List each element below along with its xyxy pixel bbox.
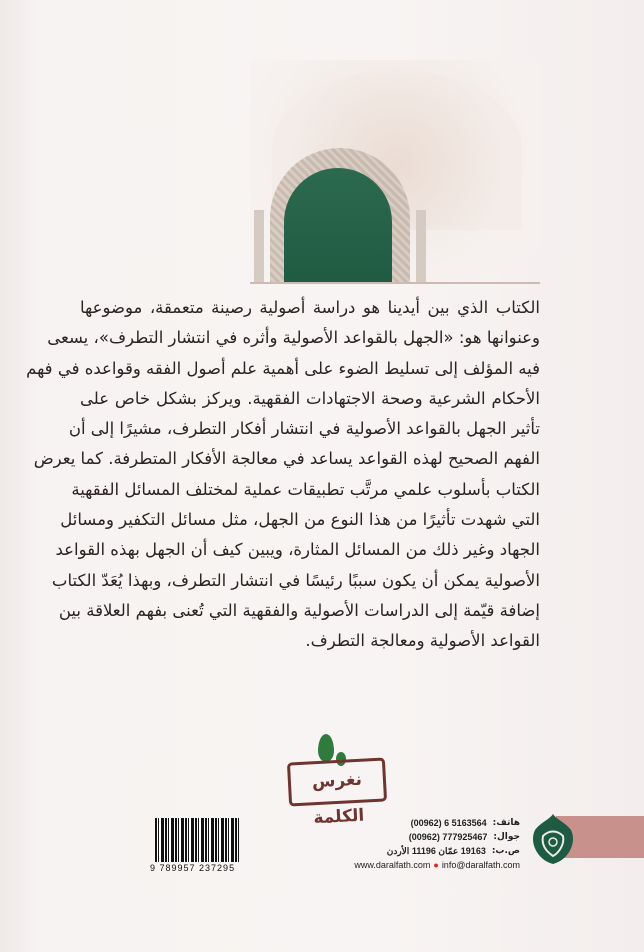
description-line: وعنوانها هو: «الجهل بالقواعد الأصولية وأثره في انتشار التطرف»، يسعى	[47, 328, 540, 348]
description-line: التي شهدت تأثيرًا من هذا النوع من الجهل، مثل مسائل التكفير ومسائل	[60, 510, 540, 530]
mobile-label: جوال:	[493, 832, 520, 842]
description-line: الجهاد وغير ذلك من المسائل المثارة، ويبين كيف أن الجهل بهذه القواعد	[55, 540, 540, 560]
po-box-label: ص.ب:	[491, 846, 520, 856]
slogan-stamp: نغرس الكلمة	[287, 757, 387, 806]
phone-number: (00962) 6 5163564	[410, 818, 487, 828]
book-description	[26, 293, 540, 657]
description-line: فيه المؤلف إلى تسليط الضوء على أهمية علم أصول الفقه وقواعده في فهم	[26, 358, 540, 378]
phone-label: هاتف:	[492, 818, 520, 828]
description-line: الكتاب بأسلوب علمي مرتَّب تطبيقات عملية لمختلف المسائل الفقهية	[71, 479, 540, 499]
publisher-logo-icon	[531, 812, 575, 866]
mosque-arch-image	[250, 60, 540, 282]
mobile-number: (00962) 777925467	[408, 832, 488, 842]
description-line: الأحكام الشرعية وصحة الاجتهادات الفقهية. ويركز بشكل خاص على	[80, 388, 540, 408]
description-line: إضافة قيّمة إلى الدراسات الأصولية والفقهية التي تُعنى بفهم العلاقة بين	[58, 600, 540, 620]
publisher-contact: (00962) 6 5163564 هاتف: (00962) 777925467 جوال: 19163 عمّان 11196 الأردن ص.ب: www.daralfath.com ● info@daralfath.com	[354, 818, 520, 870]
description-line: الكتاب الذي بين أيدينا هو دراسة أصولية رصينة متعمقة، موضوعها	[80, 298, 540, 317]
divider	[250, 282, 540, 284]
po-box: 19163 عمّان 11196 الأردن	[386, 846, 486, 856]
description-line: الأصولية يمكن أن يكون سببًا رئيسًا في انتشار التطرف، وبهذا يُعَدّ الكتاب	[51, 570, 540, 590]
description-line: تأثير الجهل بالقواعد الأصولية في انتشار أفكار التطرف، مشيرًا إلى أن	[68, 419, 540, 439]
description-line: الفهم الصحيح لهذه القواعد يساعد في معالجة الأفكار المتطرفة. كما يعرض	[33, 449, 540, 469]
leaf-icon	[318, 734, 334, 762]
description-line: القواعد الأصولية ومعالجة التطرف.	[305, 631, 540, 651]
isbn-number: 9 789957 237295	[150, 863, 236, 873]
isbn-barcode	[155, 818, 239, 862]
website-link[interactable]: www.daralfath.com	[354, 860, 431, 870]
email-link[interactable]: info@daralfath.com	[441, 860, 520, 870]
